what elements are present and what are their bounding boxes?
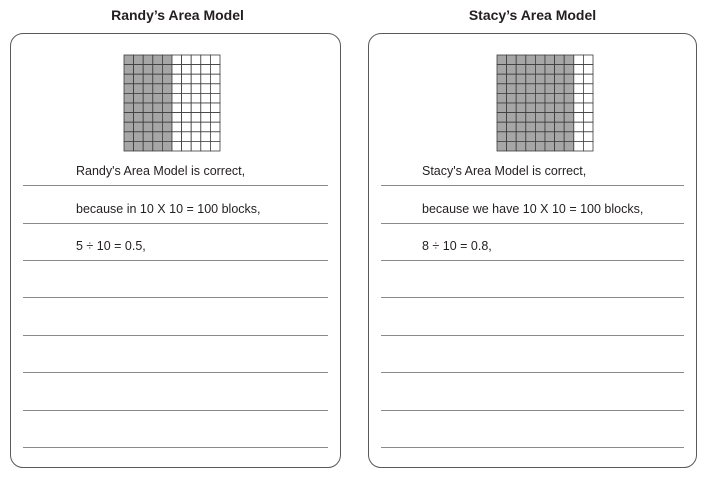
empty-grid-cell — [201, 103, 211, 113]
shaded-grid-cell — [162, 55, 172, 65]
shaded-grid-cell — [535, 74, 545, 84]
shaded-grid-cell — [516, 113, 526, 123]
stacy-answer-card — [368, 33, 697, 468]
shaded-grid-cell — [153, 55, 163, 65]
shaded-grid-cell — [526, 93, 536, 103]
shaded-grid-cell — [545, 113, 555, 123]
shaded-grid-cell — [134, 113, 144, 123]
shaded-grid-cell — [555, 84, 565, 94]
shaded-grid-cell — [134, 103, 144, 113]
shaded-grid-cell — [526, 113, 536, 123]
shaded-grid-cell — [516, 103, 526, 113]
shaded-grid-cell — [497, 132, 507, 142]
empty-grid-cell — [191, 132, 201, 142]
shaded-grid-cell — [153, 84, 163, 94]
shaded-grid-cell — [564, 103, 574, 113]
answer-rule — [23, 335, 328, 336]
shaded-grid-cell — [124, 141, 134, 151]
shaded-grid-cell — [526, 55, 536, 65]
empty-grid-cell — [201, 74, 211, 84]
shaded-grid-cell — [124, 93, 134, 103]
empty-grid-cell — [182, 103, 192, 113]
shaded-grid-cell — [535, 65, 545, 75]
shaded-grid-cell — [555, 132, 565, 142]
shaded-grid-cell — [134, 132, 144, 142]
shaded-grid-cell — [535, 103, 545, 113]
stacy-answer-line-3: 8 ÷ 10 = 0.8, — [422, 239, 492, 253]
shaded-grid-cell — [526, 65, 536, 75]
shaded-grid-cell — [143, 132, 153, 142]
empty-grid-cell — [574, 141, 584, 151]
shaded-grid-cell — [535, 141, 545, 151]
shaded-grid-cell — [124, 65, 134, 75]
answer-rule — [23, 297, 328, 298]
stacy-answer-line-1: Stacy's Area Model is correct, — [422, 164, 587, 178]
shaded-grid-cell — [143, 113, 153, 123]
shaded-grid-cell — [555, 74, 565, 84]
shaded-grid-cell — [134, 74, 144, 84]
answer-rule — [381, 410, 684, 411]
answer-rule — [23, 447, 328, 448]
empty-grid-cell — [210, 103, 220, 113]
answer-rule — [381, 447, 684, 448]
shaded-grid-cell — [507, 55, 517, 65]
answer-rule — [23, 185, 328, 186]
empty-grid-cell — [210, 55, 220, 65]
empty-grid-cell — [191, 65, 201, 75]
empty-grid-cell — [191, 84, 201, 94]
empty-grid-cell — [210, 93, 220, 103]
shaded-grid-cell — [535, 113, 545, 123]
shaded-grid-cell — [134, 55, 144, 65]
shaded-grid-cell — [535, 132, 545, 142]
shaded-grid-cell — [162, 141, 172, 151]
shaded-grid-cell — [516, 122, 526, 132]
shaded-grid-cell — [564, 132, 574, 142]
shaded-grid-cell — [143, 141, 153, 151]
empty-grid-cell — [583, 65, 593, 75]
shaded-grid-cell — [564, 74, 574, 84]
shaded-grid-cell — [545, 103, 555, 113]
empty-grid-cell — [182, 93, 192, 103]
empty-grid-cell — [191, 103, 201, 113]
empty-grid-cell — [574, 74, 584, 84]
empty-grid-cell — [210, 74, 220, 84]
shaded-grid-cell — [134, 84, 144, 94]
shaded-grid-cell — [526, 122, 536, 132]
empty-grid-cell — [191, 113, 201, 123]
randy-model-title: Randy’s Area Model — [111, 7, 244, 23]
shaded-grid-cell — [516, 93, 526, 103]
empty-grid-cell — [583, 132, 593, 142]
shaded-grid-cell — [497, 55, 507, 65]
shaded-grid-cell — [162, 132, 172, 142]
empty-grid-cell — [201, 84, 211, 94]
shaded-grid-cell — [153, 141, 163, 151]
empty-grid-cell — [172, 122, 182, 132]
shaded-grid-cell — [134, 141, 144, 151]
shaded-grid-cell — [545, 55, 555, 65]
shaded-grid-cell — [162, 93, 172, 103]
shaded-grid-cell — [162, 122, 172, 132]
shaded-grid-cell — [526, 74, 536, 84]
shaded-grid-cell — [497, 141, 507, 151]
shaded-grid-cell — [555, 65, 565, 75]
empty-grid-cell — [574, 65, 584, 75]
answer-rule — [381, 372, 684, 373]
empty-grid-cell — [191, 55, 201, 65]
empty-grid-cell — [201, 132, 211, 142]
shaded-grid-cell — [124, 103, 134, 113]
shaded-grid-cell — [507, 84, 517, 94]
answer-rule — [23, 410, 328, 411]
shaded-grid-cell — [162, 103, 172, 113]
shaded-grid-cell — [497, 122, 507, 132]
shaded-grid-cell — [143, 74, 153, 84]
shaded-grid-cell — [153, 132, 163, 142]
randy-answer-line-3: 5 ÷ 10 = 0.5, — [76, 239, 146, 253]
empty-grid-cell — [574, 132, 584, 142]
shaded-grid-cell — [564, 55, 574, 65]
shaded-grid-cell — [162, 84, 172, 94]
empty-grid-cell — [201, 55, 211, 65]
shaded-grid-cell — [555, 103, 565, 113]
empty-grid-cell — [574, 103, 584, 113]
empty-grid-cell — [182, 132, 192, 142]
shaded-grid-cell — [507, 113, 517, 123]
empty-grid-cell — [172, 113, 182, 123]
shaded-grid-cell — [497, 65, 507, 75]
shaded-grid-cell — [545, 74, 555, 84]
empty-grid-cell — [210, 84, 220, 94]
empty-grid-cell — [182, 65, 192, 75]
empty-grid-cell — [182, 141, 192, 151]
empty-grid-cell — [583, 103, 593, 113]
shaded-grid-cell — [507, 132, 517, 142]
empty-grid-cell — [172, 84, 182, 94]
shaded-grid-cell — [545, 132, 555, 142]
shaded-grid-cell — [564, 93, 574, 103]
shaded-grid-cell — [535, 122, 545, 132]
shaded-grid-cell — [124, 132, 134, 142]
shaded-grid-cell — [134, 65, 144, 75]
shaded-grid-cell — [516, 55, 526, 65]
empty-grid-cell — [574, 55, 584, 65]
shaded-grid-cell — [545, 65, 555, 75]
shaded-grid-cell — [555, 122, 565, 132]
shaded-grid-cell — [124, 122, 134, 132]
shaded-grid-cell — [162, 113, 172, 123]
shaded-grid-cell — [555, 141, 565, 151]
shaded-grid-cell — [162, 74, 172, 84]
empty-grid-cell — [583, 122, 593, 132]
shaded-grid-cell — [526, 103, 536, 113]
shaded-grid-cell — [153, 113, 163, 123]
shaded-grid-cell — [124, 113, 134, 123]
shaded-grid-cell — [507, 65, 517, 75]
shaded-grid-cell — [507, 93, 517, 103]
shaded-grid-cell — [564, 84, 574, 94]
shaded-grid-cell — [153, 122, 163, 132]
shaded-grid-cell — [564, 141, 574, 151]
shaded-grid-cell — [555, 55, 565, 65]
shaded-grid-cell — [497, 113, 507, 123]
shaded-grid-cell — [516, 132, 526, 142]
randy-answer-card — [10, 33, 341, 468]
empty-grid-cell — [583, 55, 593, 65]
empty-grid-cell — [182, 55, 192, 65]
empty-grid-cell — [201, 141, 211, 151]
shaded-grid-cell — [535, 93, 545, 103]
shaded-grid-cell — [526, 141, 536, 151]
answer-rule — [381, 335, 684, 336]
answer-rule — [23, 223, 328, 224]
shaded-grid-cell — [153, 93, 163, 103]
empty-grid-cell — [210, 65, 220, 75]
empty-grid-cell — [201, 113, 211, 123]
empty-grid-cell — [172, 132, 182, 142]
shaded-grid-cell — [507, 74, 517, 84]
stacy-model-title: Stacy’s Area Model — [468, 7, 597, 23]
empty-grid-cell — [583, 93, 593, 103]
empty-grid-cell — [201, 93, 211, 103]
stacy-answer-line-2: because we have 10 X 10 = 100 blocks, — [422, 202, 644, 216]
empty-grid-cell — [583, 74, 593, 84]
shaded-grid-cell — [143, 65, 153, 75]
shaded-grid-cell — [507, 141, 517, 151]
empty-grid-cell — [583, 113, 593, 123]
shaded-grid-cell — [545, 93, 555, 103]
empty-grid-cell — [210, 132, 220, 142]
empty-grid-cell — [191, 74, 201, 84]
randy-answer-line-2: because in 10 X 10 = 100 blocks, — [76, 202, 261, 216]
answer-rule — [23, 372, 328, 373]
shaded-grid-cell — [564, 113, 574, 123]
shaded-grid-cell — [507, 103, 517, 113]
shaded-grid-cell — [535, 84, 545, 94]
empty-grid-cell — [201, 65, 211, 75]
shaded-grid-cell — [545, 122, 555, 132]
empty-grid-cell — [583, 141, 593, 151]
shaded-grid-cell — [516, 84, 526, 94]
empty-grid-cell — [574, 113, 584, 123]
empty-grid-cell — [191, 141, 201, 151]
answer-rule — [23, 260, 328, 261]
shaded-grid-cell — [134, 122, 144, 132]
empty-grid-cell — [210, 141, 220, 151]
empty-grid-cell — [574, 93, 584, 103]
empty-grid-cell — [182, 84, 192, 94]
empty-grid-cell — [210, 122, 220, 132]
shaded-grid-cell — [526, 84, 536, 94]
shaded-grid-cell — [507, 122, 517, 132]
shaded-grid-cell — [564, 65, 574, 75]
shaded-grid-cell — [143, 103, 153, 113]
empty-grid-cell — [574, 122, 584, 132]
randy-area-model-grid — [123, 54, 221, 152]
shaded-grid-cell — [124, 84, 134, 94]
answer-rule — [381, 185, 684, 186]
empty-grid-cell — [574, 84, 584, 94]
shaded-grid-cell — [124, 55, 134, 65]
shaded-grid-cell — [143, 93, 153, 103]
shaded-grid-cell — [143, 122, 153, 132]
empty-grid-cell — [182, 113, 192, 123]
shaded-grid-cell — [153, 65, 163, 75]
answer-rule — [381, 260, 684, 261]
empty-grid-cell — [583, 84, 593, 94]
shaded-grid-cell — [545, 141, 555, 151]
empty-grid-cell — [172, 55, 182, 65]
shaded-grid-cell — [153, 103, 163, 113]
empty-grid-cell — [172, 103, 182, 113]
empty-grid-cell — [182, 122, 192, 132]
empty-grid-cell — [210, 113, 220, 123]
shaded-grid-cell — [134, 93, 144, 103]
empty-grid-cell — [172, 141, 182, 151]
empty-grid-cell — [172, 74, 182, 84]
shaded-grid-cell — [516, 141, 526, 151]
shaded-grid-cell — [564, 122, 574, 132]
shaded-grid-cell — [143, 55, 153, 65]
shaded-grid-cell — [545, 84, 555, 94]
empty-grid-cell — [191, 93, 201, 103]
shaded-grid-cell — [497, 103, 507, 113]
shaded-grid-cell — [162, 65, 172, 75]
shaded-grid-cell — [124, 74, 134, 84]
empty-grid-cell — [182, 74, 192, 84]
shaded-grid-cell — [497, 74, 507, 84]
shaded-grid-cell — [516, 65, 526, 75]
shaded-grid-cell — [497, 93, 507, 103]
shaded-grid-cell — [143, 84, 153, 94]
stacy-area-model-grid — [496, 54, 594, 152]
shaded-grid-cell — [555, 93, 565, 103]
shaded-grid-cell — [535, 55, 545, 65]
empty-grid-cell — [172, 65, 182, 75]
randy-answer-line-1: Randy's Area Model is correct, — [76, 164, 246, 178]
answer-rule — [381, 297, 684, 298]
shaded-grid-cell — [516, 74, 526, 84]
shaded-grid-cell — [497, 84, 507, 94]
shaded-grid-cell — [153, 74, 163, 84]
shaded-grid-cell — [555, 113, 565, 123]
empty-grid-cell — [191, 122, 201, 132]
empty-grid-cell — [201, 122, 211, 132]
shaded-grid-cell — [526, 132, 536, 142]
answer-rule — [381, 223, 684, 224]
empty-grid-cell — [172, 93, 182, 103]
